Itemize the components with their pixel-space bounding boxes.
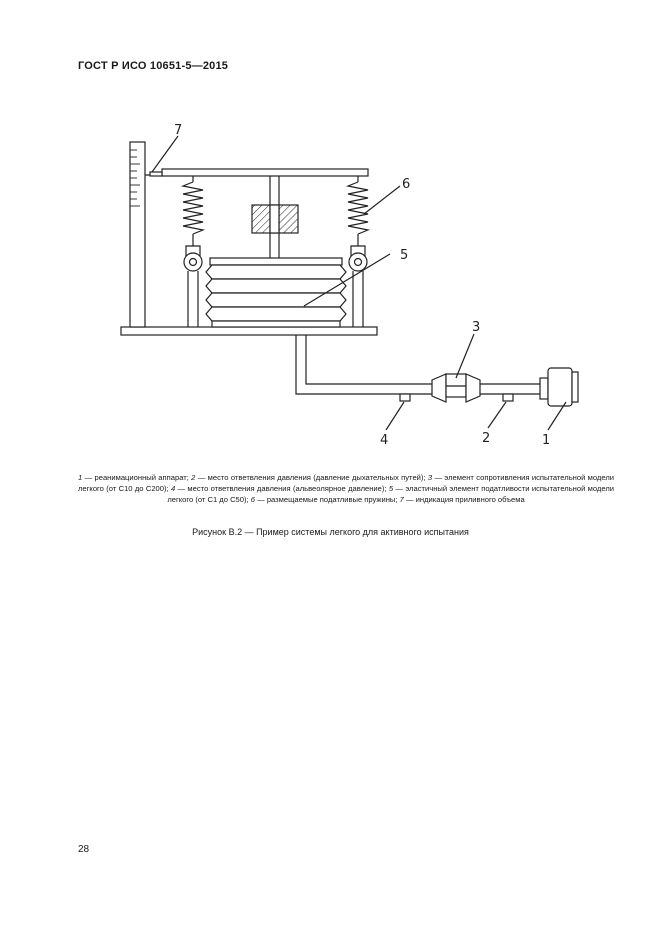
legend-num: 6: [250, 495, 255, 504]
volume-scale: [130, 142, 145, 327]
leader-4: [386, 402, 404, 430]
pipe: [296, 335, 432, 394]
legend-num: 3: [427, 473, 433, 482]
legend-text: — индикация приливного объема: [403, 495, 525, 504]
right-spring: [348, 182, 368, 234]
ventilator-connector: [540, 368, 578, 406]
label-7: 7: [174, 123, 183, 138]
legend-text: — элемент сопротивления испытательной модели легкого (от С10 до С200);: [78, 473, 615, 493]
legend-num: 2: [191, 473, 196, 482]
legend-text: — место ответвления давления (альвеолярное давление);: [175, 484, 389, 493]
left-spring: [183, 182, 203, 234]
leader-6: [364, 186, 400, 214]
leader-7: [152, 136, 178, 172]
bellows-top-plate: [210, 258, 342, 265]
legend-num: 1: [78, 473, 83, 482]
pressure-tap-4: [400, 394, 410, 401]
figure-legend: [78, 472, 614, 505]
label-3: 3: [472, 320, 481, 335]
legend-text: — эластичный элемент податливости испытательной модели легкого (от С1 до С50);: [167, 484, 615, 504]
legend-num: 4: [170, 484, 176, 493]
base-plate: [121, 327, 377, 335]
label-1: 1: [542, 433, 551, 448]
resistance-element: [432, 374, 480, 402]
legend-text: — размещаемые податливые пружины;: [255, 495, 400, 504]
legend-num: 7: [399, 495, 404, 504]
leader-3: [456, 334, 474, 378]
page-number: 28: [78, 844, 90, 855]
label-5: 5: [400, 248, 409, 263]
legend-text: — место ответвления давления (давление дыхательных путей);: [195, 473, 428, 482]
figure-caption: Рисунок B.2 — Пример системы легкого для активного испытания: [192, 527, 469, 537]
leader-2: [488, 402, 506, 428]
document-header: ГОСТ Р ИСО 10651-5—2015: [78, 60, 229, 72]
pressure-tap-2: [503, 394, 513, 401]
legend-text: — реанимационный аппарат;: [82, 473, 192, 482]
label-2: 2: [482, 431, 491, 446]
legend-num: 5: [388, 484, 394, 493]
label-4: 4: [380, 433, 389, 448]
label-6: 6: [402, 177, 411, 192]
top-bar: [162, 169, 368, 176]
